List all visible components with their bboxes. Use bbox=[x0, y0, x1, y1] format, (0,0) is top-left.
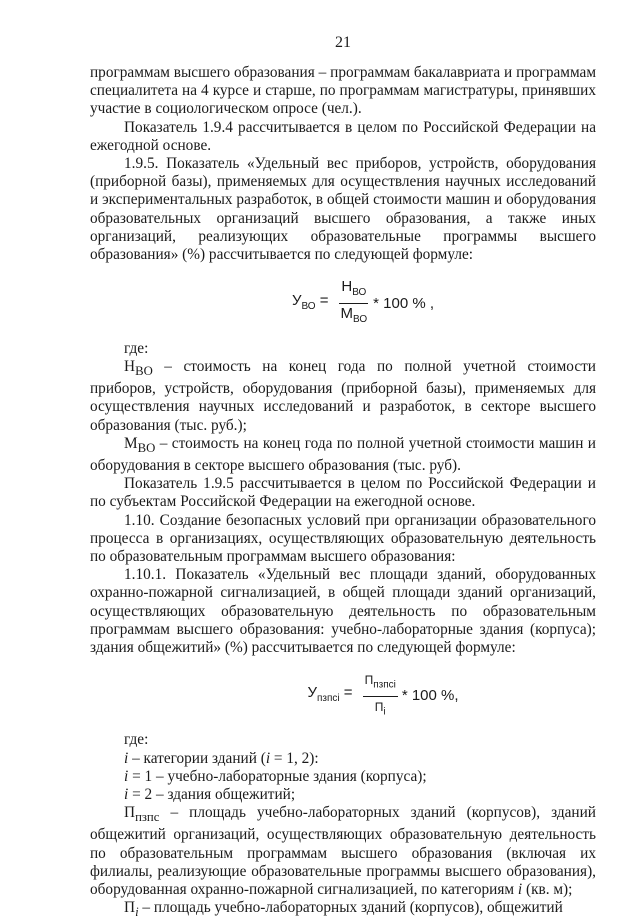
formula-upzps-multiplier: * 100 %, bbox=[401, 687, 459, 705]
document-body bbox=[90, 64, 596, 922]
formula-uvo-denominator: $М_{ВО}$ bbox=[340, 305, 368, 326]
paragraph-1-9-5: 1.9.5. Показатель «Удельный вес приборов, устройств, оборудования (приборной базы), применяемых для осуществления научных исследований и экспериментальных разработок, в общей стоимости машин и оборудования образовательных организаций высшего образования, а также иных организаций, реализующих образовательные программы высшего образования» (%) рассчитывается по следующей формуле: bbox=[90, 155, 596, 264]
formula-upzps-numerator: $П_{пзпсi}$ bbox=[363, 671, 398, 697]
formula-uvo-lhs: $У_{ВО}$ = bbox=[291, 291, 329, 312]
definition-i: i – категории зданий (i = 1, 2): bbox=[124, 749, 319, 767]
definition-mvo: $М_{ВО}$ – стоимость на конец года по полной учетной стоимости машин и оборудования в секторе высшего образования (тыс. руб). bbox=[90, 434, 596, 474]
symbol-nvo: $Н_{ВО}$ bbox=[124, 357, 153, 378]
definition-i-1: i = 1 – учебно-лабораторные здания (корпуса); bbox=[124, 767, 427, 785]
definition-nvo: $Н_{ВО}$ – стоимость на конец года по полной учетной стоимости приборов, устройств, оборудования (приборной базы), применяемых для осуществления научных исследований и разработок, в секторе высшего образования (тыс. руб.); bbox=[90, 357, 596, 434]
symbol-pi: $П_i$ bbox=[124, 899, 139, 920]
formula-uvo-numerator: $Н_{ВО}$ bbox=[339, 278, 368, 304]
formula-upzps-lhs: $У_{пзпсi}$ = bbox=[307, 684, 353, 705]
paragraph-1-10-1: 1.10.1. Показатель «Удельный вес площади зданий, оборудованных охранно-пожарной сигнализацией, в общей площади зданий организаций, осуществляющих образовательную деятельность по образовательным программам высшего образования: учебно-лабораторные здания (корпуса); здания общежитий» (%) рассчитывается по следующей формуле: bbox=[90, 566, 596, 656]
symbol-ppzps: $П_{пзпс}$ bbox=[124, 804, 160, 825]
formula-upzps-fraction bbox=[363, 671, 398, 721]
formula-upzps-denominator: $П_i$ bbox=[374, 699, 386, 718]
where-label-1: где: bbox=[124, 339, 149, 357]
paragraph-1-10: 1.10. Создание безопасных условий при организации образовательного процесса в организациях, осуществляющих образовательную деятельность по образовательным программам высшего образования: bbox=[90, 511, 596, 565]
formula-uvo bbox=[130, 278, 596, 329]
paragraph-1-9-5-note: Показатель 1.9.5 рассчитывается в целом по Российской Федерации и по субъектам Российской Федерации на ежегодной основе. bbox=[90, 475, 596, 511]
definition-ppzps: $П_{пзпс}$ – площадь учебно-лабораторных зданий (корпусов), зданий общежитий организаций, осуществляющих образовательную деятельность по образовательным программам высшего образования (включая их филиалы, реализующие образовательные программы высшего образования), оборудованная охранно-пожарной сигнализацией, по категориям i (кв. м); bbox=[90, 804, 596, 899]
symbol-mvo: $М_{ВО}$ bbox=[124, 434, 156, 455]
formula-uvo-multiplier: * 100 % , bbox=[373, 294, 435, 312]
definition-pi: $П_i$ – площадь учебно-лабораторных зданий (корпусов), общежитий bbox=[124, 899, 563, 920]
page-number: 21 bbox=[335, 34, 351, 51]
formula-uvo-fraction bbox=[339, 278, 370, 329]
paragraph-1-9-4-note: Показатель 1.9.4 рассчитывается в целом по Российской Федерации на ежегодной основе. bbox=[90, 118, 596, 154]
where-label-2: где: bbox=[124, 731, 149, 749]
formula-upzps bbox=[170, 671, 596, 721]
definition-i-2: i = 2 – здания общежитий; bbox=[124, 785, 296, 803]
paragraph-continuation: программам высшего образования – программам бакалавриата и программам специалитета на 4 курсе и старше, по программам магистратуры, принявших участие в социологическом опросе (чел.). bbox=[90, 64, 596, 118]
